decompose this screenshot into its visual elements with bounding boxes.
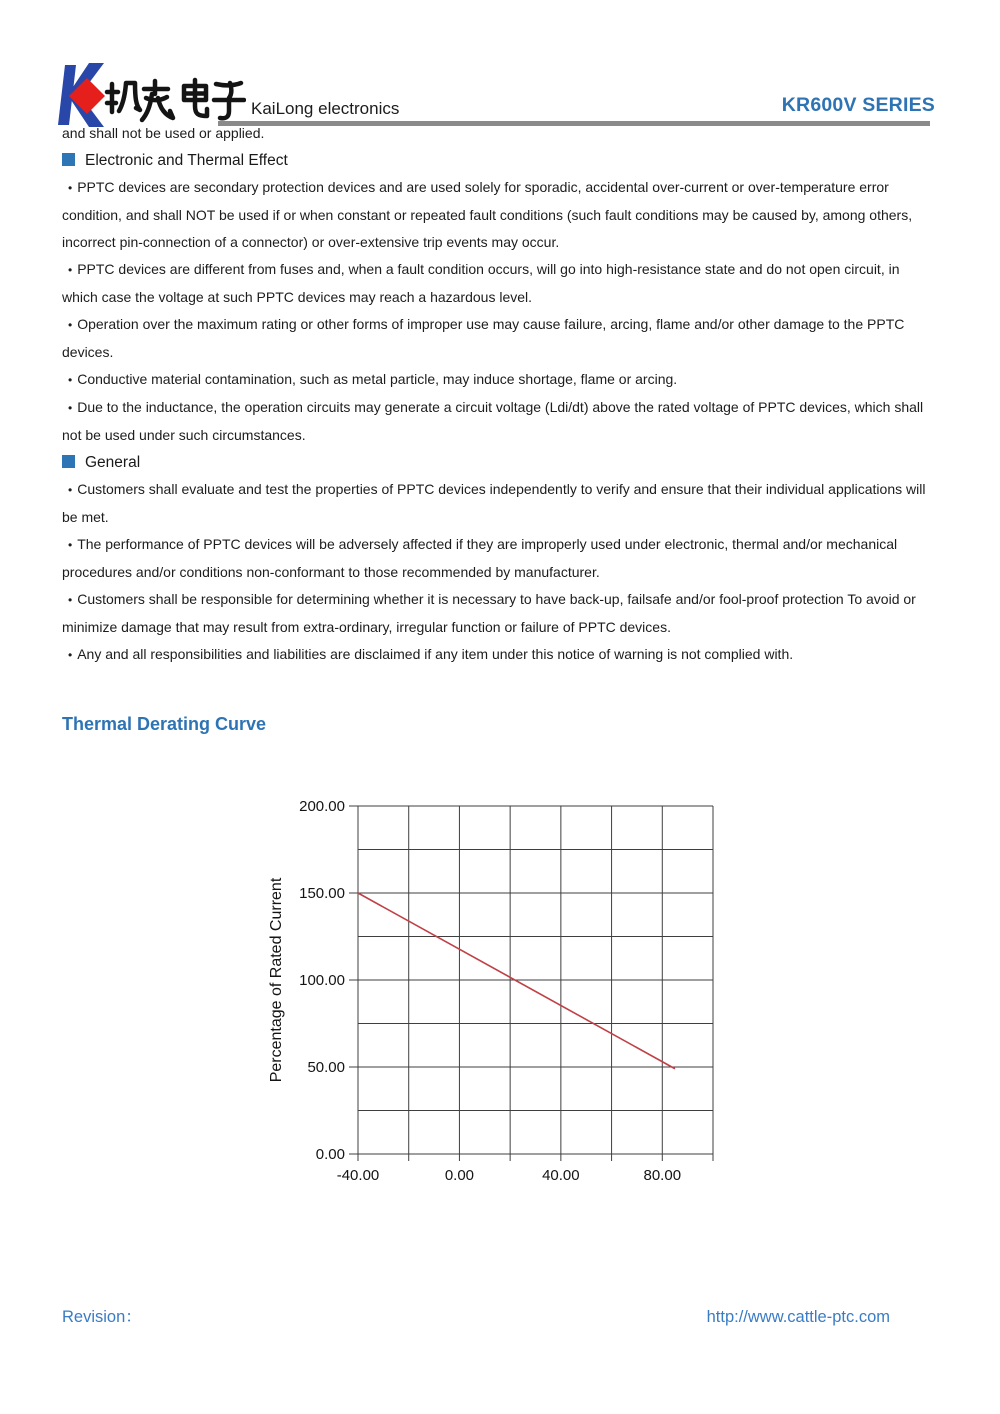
company-logo-icon <box>58 63 106 127</box>
x-tick-label: 0.00 <box>444 1167 475 1184</box>
x-tick-label: 80.00 <box>643 1167 682 1184</box>
intro-line: and shall not be used or applied. <box>62 125 265 141</box>
notice-item: • PPTC devices are secondary protection devices and are used solely for sporadic, accidental over-current or over-temperature error condition, and shall NOT be used if or when constant or repeated fault conditions (such fault conditions may be caused by, among others, incorrect pin-connection of a connector) or over-extensive trip events may occur. <box>62 179 913 250</box>
section-title-electronic-thermal: Electronic and Thermal Effect <box>62 147 935 174</box>
y-axis-title: Percentage of Rated Current <box>268 877 285 1083</box>
notice-item: • Customers shall evaluate and test the properties of PPTC devices independently to verify and ensure that their individual applications will be met. <box>62 481 926 525</box>
company-name-chinese <box>104 76 246 124</box>
notice-item: • Conductive material contamination, such as metal particle, may induce shortage, flame or arcing. <box>68 371 678 387</box>
y-tick-label: 150.00 <box>299 885 345 902</box>
notice-item: • Any and all responsibilities and liabilities are disclaimed if any item under this notice of warning is not complied with. <box>68 646 794 662</box>
notice-content <box>62 120 935 1196</box>
section-square-icon <box>62 455 75 468</box>
website-link[interactable]: http://www.cattle-ptc.com <box>706 1308 890 1326</box>
derating-chart-plot <box>255 776 735 1191</box>
header <box>0 0 1000 130</box>
revision-label: Revision： <box>62 1308 142 1326</box>
footer <box>62 1303 890 1327</box>
thermal-derating-chart <box>255 776 735 1196</box>
derating-curve <box>358 893 675 1069</box>
y-tick-label: 50.00 <box>307 1059 345 1076</box>
bullet-icon: • <box>68 483 73 497</box>
notice-item: • Customers shall be responsible for determining whether it is necessary to have back-up, failsafe and/or fool-proof protection To avoid or minimize damage that may result from extra-ordinary, irregular function or failure of PPTC devices. <box>62 591 916 635</box>
y-tick-label: 100.00 <box>299 972 345 989</box>
bullet-icon: • <box>68 538 73 552</box>
y-tick-label: 0.00 <box>315 1146 345 1163</box>
bullet-icon: • <box>68 181 73 195</box>
y-tick-label: 200.00 <box>299 798 345 815</box>
notice-item: • The performance of PPTC devices will be adversely affected if they are improperly used under electronic, thermal and/or mechanical procedures and/or conditions non-conformant to those recommended by manufacturer. <box>62 536 898 580</box>
series-title: KR600V SERIES <box>781 94 935 116</box>
notice-item: • Operation over the maximum rating or other forms of improper use may cause failure, arcing, flame and/or other damage to the PPTC devices. <box>62 316 905 360</box>
company-name-en: KaiLong electronics <box>251 99 400 118</box>
chart-section-title: Thermal Derating Curve <box>62 714 267 734</box>
section-square-icon <box>62 153 75 166</box>
bullet-icon: • <box>68 593 73 607</box>
x-tick-label: -40.00 <box>336 1167 380 1184</box>
bullet-icon: • <box>68 373 73 387</box>
x-tick-label: 40.00 <box>542 1167 580 1184</box>
bullet-icon: • <box>68 318 73 332</box>
bullet-icon: • <box>68 648 73 662</box>
notice-item: • PPTC devices are different from fuses and, when a fault condition occurs, will go into high-resistance state and do not open circuit, in which case the voltage at such PPTC devices may reach a hazardous level. <box>62 261 900 305</box>
bullet-icon: • <box>68 401 73 415</box>
notice-item: • Due to the inductance, the operation circuits may generate a circuit voltage (Ldi/dt) above the rated voltage of PPTC devices, which shall not be used under such circumstances. <box>62 399 924 443</box>
bullet-icon: • <box>68 263 73 277</box>
section-title-general: General <box>62 449 935 476</box>
